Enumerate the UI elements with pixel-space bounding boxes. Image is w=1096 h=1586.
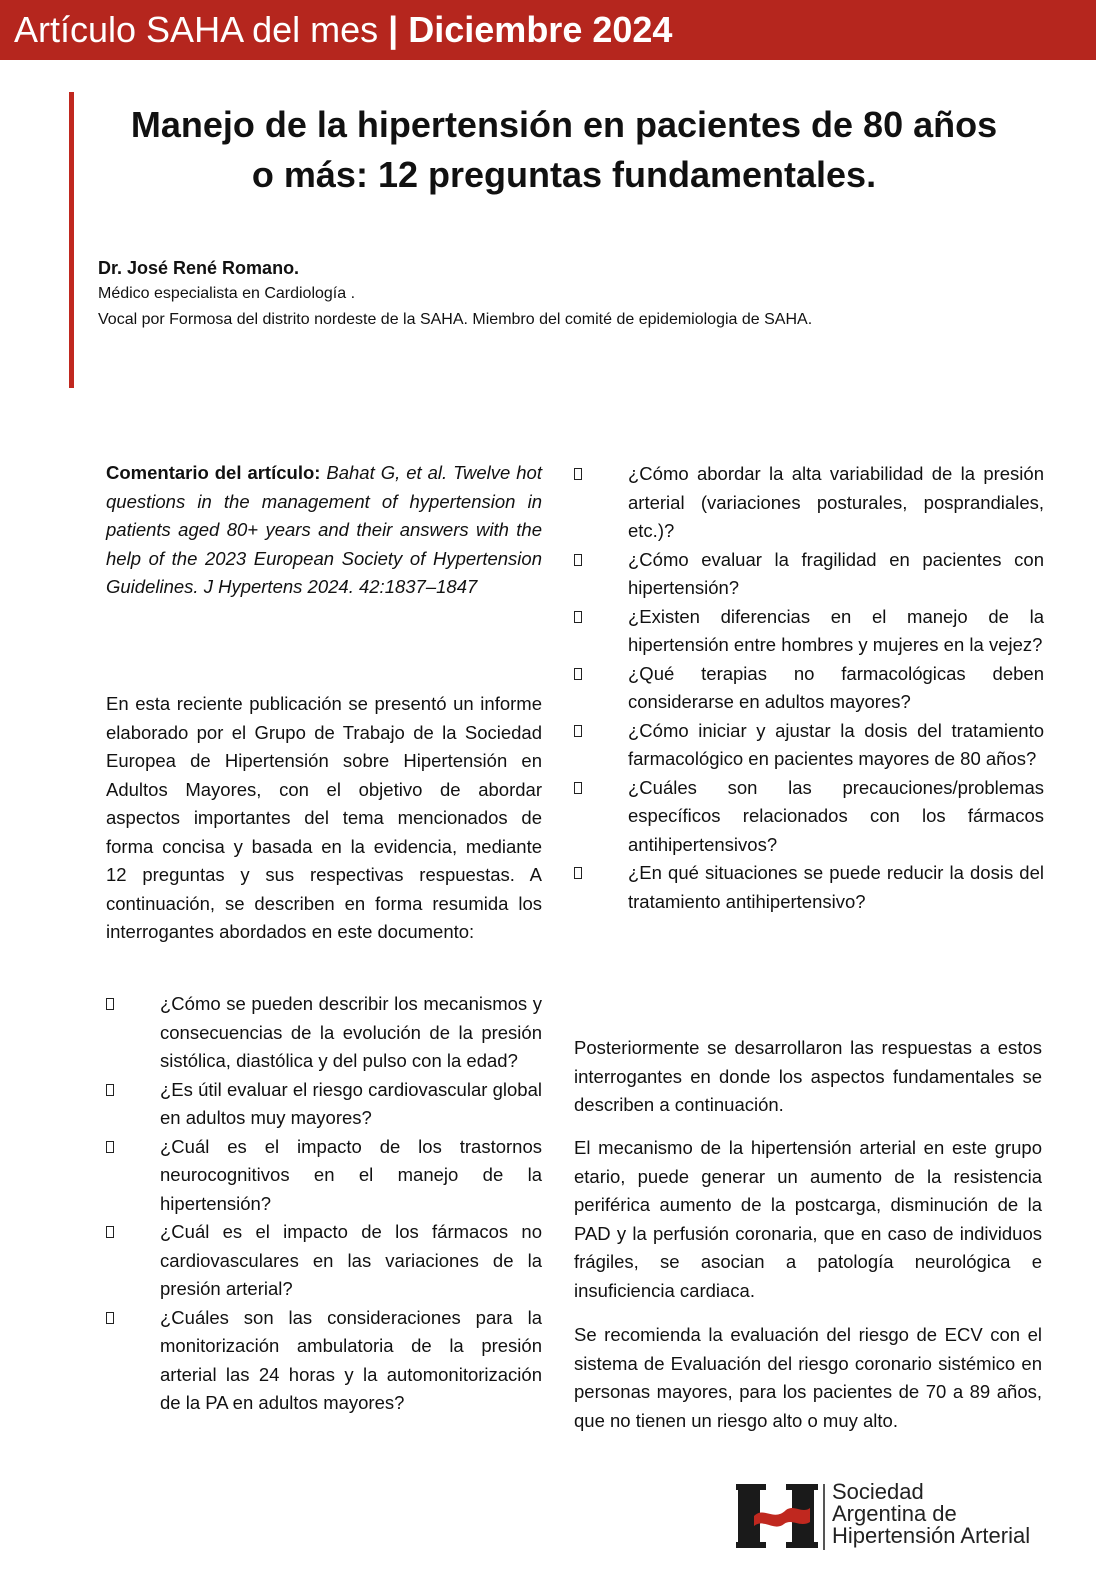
checkbox-bullet-icon <box>574 611 582 623</box>
logo-text <box>832 1481 1030 1547</box>
question-text: ¿Existen diferencias en el manejo de la hipertensión entre hombres y mujeres en la vejez? <box>628 605 1044 655</box>
logo-line-1: Sociedad <box>832 1479 924 1504</box>
list-item <box>574 717 1044 774</box>
logo-line-2: Argentina de <box>832 1501 957 1526</box>
checkbox-bullet-icon <box>574 554 582 566</box>
header-bar <box>0 0 1096 60</box>
list-item <box>106 1218 542 1304</box>
author-name: Dr. José René Romano. <box>98 258 300 278</box>
title-accent-rule <box>69 92 74 388</box>
logo-divider <box>823 1484 825 1550</box>
checkbox-bullet-icon <box>106 998 114 1010</box>
author-affiliation: Vocal por Formosa del distrito nordeste de la SAHA. Miembro del comité de epidemiologia de SAHA. <box>98 311 813 328</box>
logo-line-3: Hipertensión Arterial <box>832 1523 1031 1548</box>
question-text: ¿Cuáles son las precauciones/problemas específicos relacionados con los fármacos antihipertensivos? <box>628 776 1044 855</box>
list-item <box>574 859 1044 916</box>
question-text: ¿Cómo iniciar y ajustar la dosis del tratamiento farmacológico en pacientes mayores de 80 años? <box>628 719 1044 769</box>
list-item <box>574 546 1044 603</box>
intro-paragraph: En esta reciente publicación se presentó un informe elaborado por el Grupo de Trabajo de la Sociedad Europea de Hipertensión sobre Hipertensión en Adultos Mayores, con el objetivo de abordar aspectos importantes del tema mencionados de forma concisa y basada en la evidencia, mediante 12 preguntas y sus respectivas respuestas. A continuación, se describen en forma resumida los interrogantes abordados en este documento: <box>106 693 542 942</box>
title-line-1: Manejo de la hipertensión en pacientes de 80 años <box>130 104 998 145</box>
comment-label: Comentario del artículo: <box>106 462 321 483</box>
article-title <box>100 100 1028 200</box>
checkbox-bullet-icon <box>106 1141 114 1153</box>
comment-citation: Bahat G, et al. Twelve hot questions in the management of hypertension in patients aged 80+ years and their answers with the help of the 2023 European Society of Hypertension Guidelines. J Hypertens 2024. 42:1837–1847 <box>106 462 542 597</box>
list-item <box>574 660 1044 717</box>
question-text: ¿Cómo abordar la alta variabilidad de la presión arterial (variaciones posturales, posprandiales, etc.)? <box>628 463 1044 541</box>
checkbox-bullet-icon <box>574 782 582 794</box>
mechanism-paragraph: El mecanismo de la hipertensión arterial en este grupo etario, puede generar un aumento de la resistencia periférica aumento de la postcarga, disminución de la PAD y la perfusión coronaria, que en caso de individuos frágiles, se asocian a patología neurológica e insuficiencia cardiaca. <box>574 1137 1042 1301</box>
question-text: ¿Cuál es el impacto de los fármacos no cardiovasculares en las variaciones de la presión arterial? <box>160 1221 542 1299</box>
checkbox-bullet-icon <box>574 725 582 737</box>
question-text: ¿Cuáles son las consideraciones para la monitorización ambulatoria de la presión arterial las 24 horas y la automonitorización de la PA en adultos mayores? <box>160 1306 542 1413</box>
question-text: ¿Es útil evaluar el riesgo cardiovascular global en adultos muy mayores? <box>160 1078 542 1128</box>
checkbox-bullet-icon <box>106 1084 114 1096</box>
questions-list-right <box>574 460 1044 916</box>
question-text: ¿Cuál es el impacto de los trastornos neurocognitivos en el manejo de la hipertensión? <box>160 1135 542 1214</box>
questions-list-left <box>106 990 542 1418</box>
title-line-2: o más: 12 preguntas fundamentales. <box>251 154 877 195</box>
header-series: Artículo SAHA del mes <box>14 9 379 50</box>
question-text: ¿En qué situaciones se puede reducir la dosis del tratamiento antihipertensivo? <box>628 862 1044 912</box>
checkbox-bullet-icon <box>574 668 582 680</box>
author-specialty: Médico especialista en Cardiología . <box>98 285 356 302</box>
list-item <box>106 990 542 1076</box>
list-item <box>106 1076 542 1133</box>
list-item <box>574 603 1044 660</box>
question-text: ¿Qué terapias no farmacológicas deben considerarse en adultos mayores? <box>628 662 1044 712</box>
header-month: Diciembre 2024 <box>408 9 673 50</box>
question-text: ¿Cómo se pueden describir los mecanismos y consecuencias de la evolución de la presión sistólica, diastólica y del pulso con la edad? <box>160 993 542 1071</box>
list-item <box>574 460 1044 546</box>
list-item <box>106 1133 542 1219</box>
list-item <box>106 1304 542 1418</box>
checkbox-bullet-icon <box>574 468 582 480</box>
header-separator: | <box>388 9 399 50</box>
answers-intro-paragraph: Posteriormente se desarrollaron las respuestas a estos interrogantes en donde los aspectos fundamentales se describen a continuación. <box>574 1037 1042 1115</box>
checkbox-bullet-icon <box>106 1312 114 1324</box>
checkbox-bullet-icon <box>106 1226 114 1238</box>
question-text: ¿Cómo evaluar la fragilidad en pacientes con hipertensión? <box>628 548 1044 598</box>
article-comment <box>106 459 542 602</box>
list-item <box>574 774 1044 860</box>
risk-evaluation-paragraph: Se recomienda la evaluación del riesgo de ECV con el sistema de Evaluación del riesgo coronario sistémico en personas mayores, para los pacientes de 70 a 89 años, que no tienen un riesgo alto o muy alto. <box>574 1324 1042 1431</box>
checkbox-bullet-icon <box>574 867 582 879</box>
